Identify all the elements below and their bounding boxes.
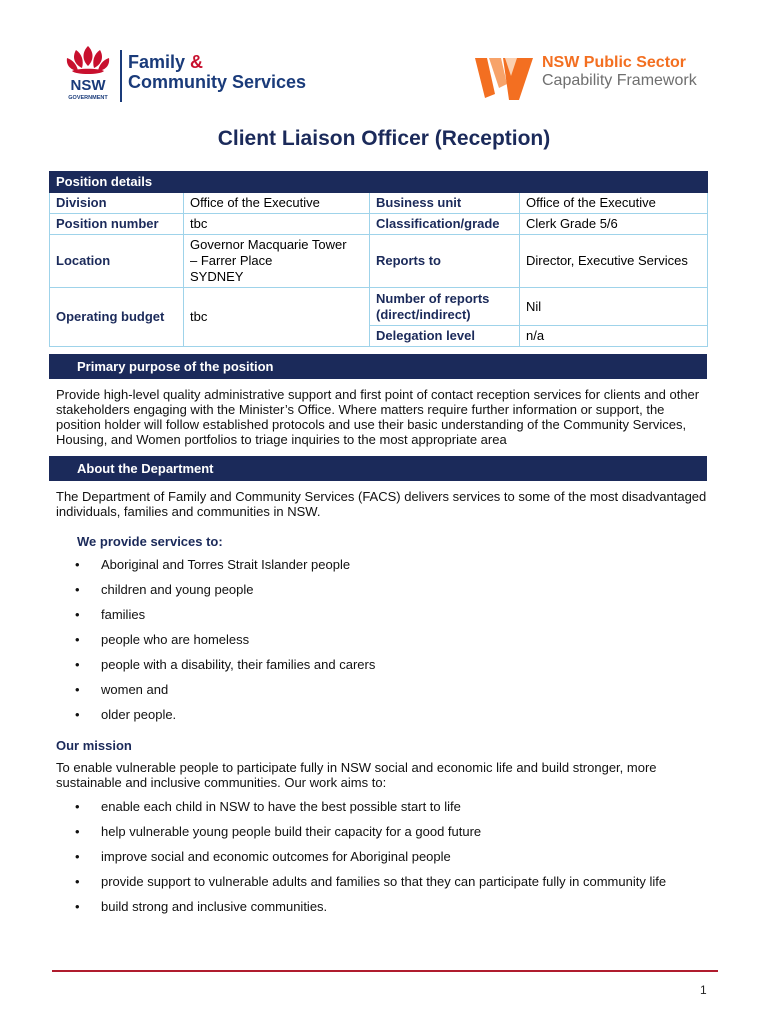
mission-heading: Our mission: [56, 738, 132, 753]
location-line: – Farrer Place: [190, 253, 273, 268]
page-number: 1: [700, 983, 707, 997]
framework-subtitle: Capability Framework: [542, 72, 697, 89]
list-item: • build strong and inclusive communities.: [75, 899, 705, 914]
about-heading: About the Department: [77, 461, 214, 476]
table-row: [50, 193, 708, 214]
num-reports-value: Nil: [520, 288, 708, 326]
mission-list: [75, 799, 705, 924]
table-header-row: [50, 172, 708, 193]
delegation-label: Delegation level: [370, 326, 520, 347]
services-list: [75, 557, 705, 732]
government-wordmark: GOVERNMENT: [68, 95, 108, 101]
facs-logo: [62, 44, 312, 104]
list-item: • improve social and economic outcomes for Aboriginal people: [75, 849, 705, 864]
list-item: • older people.: [75, 707, 705, 722]
table-row: [50, 235, 708, 288]
org-name-line2: Community Services: [128, 72, 307, 92]
footer-rule: [52, 970, 718, 972]
business-unit-label: Business unit: [370, 193, 520, 214]
classification-label: Classification/grade: [370, 214, 520, 235]
operating-budget-label: Operating budget: [50, 288, 184, 347]
reports-to-value: Director, Executive Services: [520, 235, 708, 288]
list-item: • provide support to vulnerable adults and families so that they can participate fully in community life: [75, 874, 705, 889]
list-item: • Aboriginal and Torres Strait Islander people: [75, 557, 705, 572]
org-name-amp: &: [185, 52, 204, 72]
position-number-value: tbc: [184, 214, 370, 235]
nsw-wordmark: NSW: [70, 77, 106, 94]
location-value: [184, 235, 370, 288]
location-line: SYDNEY: [190, 269, 244, 284]
services-heading: We provide services to:: [77, 534, 223, 549]
location-label: Location: [50, 235, 184, 288]
primary-purpose-heading: Primary purpose of the position: [77, 359, 274, 374]
about-intro: The Department of Family and Community Services (FACS) delivers services to some of the most disadvantaged individuals, families and communities in NSW.: [56, 489, 707, 519]
position-details-table: [49, 171, 708, 347]
list-item: • women and: [75, 682, 705, 697]
framework-title: NSW Public Sector: [542, 54, 687, 71]
about-heading-bar: [49, 456, 707, 481]
position-details-heading: Position details: [50, 172, 708, 193]
nsw-waratah-icon: [62, 44, 114, 104]
mission-text: To enable vulnerable people to participate fully in NSW social and economic life and build stronger, more sustainable and inclusive communities. Our work aims to:: [56, 760, 657, 790]
list-item: • help vulnerable young people build their capacity for a good future: [75, 824, 705, 839]
table-row: [50, 288, 708, 326]
classification-value: Clerk Grade 5/6: [520, 214, 708, 235]
list-item: • enable each child in NSW to have the best possible start to life: [75, 799, 705, 814]
list-item: • children and young people: [75, 582, 705, 597]
business-unit-value: Office of the Executive: [520, 193, 708, 214]
operating-budget-value: tbc: [184, 288, 370, 347]
org-name: [128, 52, 306, 92]
division-value: Office of the Executive: [184, 193, 370, 214]
org-name-line1: Family: [128, 52, 186, 72]
reports-to-label: Reports to: [370, 235, 520, 288]
logo-divider: [120, 50, 122, 102]
list-item: • families: [75, 607, 705, 622]
capability-framework-icon: [475, 54, 533, 102]
list-item: • people with a disability, their families and carers: [75, 657, 705, 672]
division-label: Division: [50, 193, 184, 214]
primary-purpose-text: Provide high-level quality administrative support and first point of contact reception services for clients and other stakeholders engaging with the Minister’s Office. Where matters require further information or support, the position holder will follow established protocols and use their basic understanding of the Community Services, Housing, and Women portfolios to triage inquiries to the most appropriate area: [56, 387, 700, 447]
table-row: [50, 214, 708, 235]
page-title: Client Liaison Officer (Reception): [217, 127, 551, 150]
list-item: • people who are homeless: [75, 632, 705, 647]
position-number-label: Position number: [50, 214, 184, 235]
delegation-value: n/a: [520, 326, 708, 347]
location-line: Governor Macquarie Tower: [190, 237, 347, 252]
primary-purpose-heading-bar: [49, 354, 707, 379]
num-reports-label: Number of reports (direct/indirect): [370, 288, 520, 326]
capability-framework-logo: [475, 52, 715, 104]
